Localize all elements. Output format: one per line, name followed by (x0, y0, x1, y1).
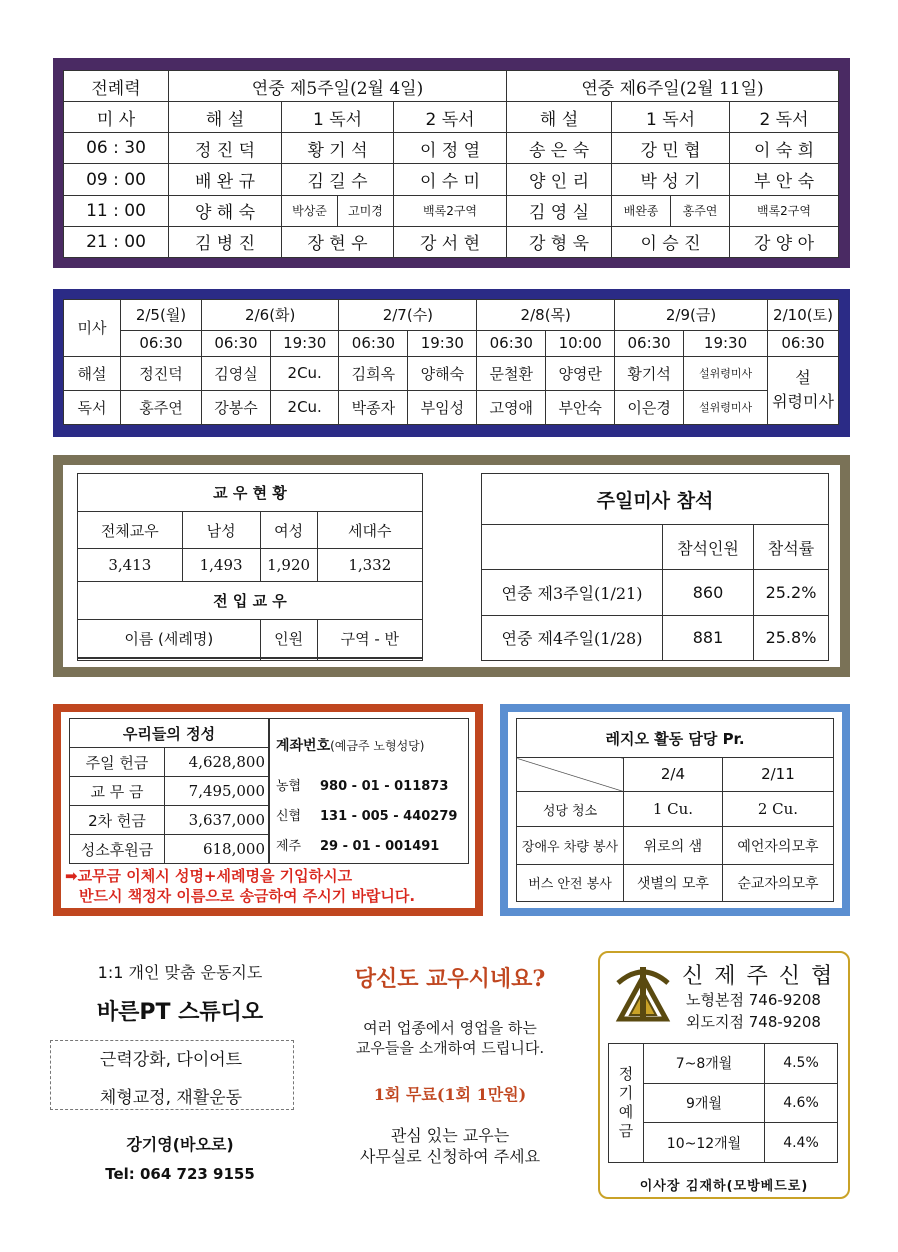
cell: 이 정 열 (394, 133, 507, 164)
cell: 김영실 (202, 356, 271, 390)
time-cell: 06:30 (121, 330, 202, 356)
cell: 1 Cu. (624, 791, 723, 827)
weekday-roster-section (53, 289, 850, 437)
cell: 2Cu. (270, 356, 339, 390)
cell: 고미경 (338, 195, 394, 226)
table-row (70, 777, 269, 806)
cell: 4,628,800 (165, 748, 269, 777)
time-cell: 06:30 (339, 330, 408, 356)
cell: 881 (663, 615, 754, 660)
col-header: 2/11 (722, 758, 833, 792)
cell: 샛별의 모후 (624, 864, 723, 901)
ad-line: 여러 업종에서 영업을 하는 (363, 1019, 537, 1037)
cell: 9개월 (644, 1083, 765, 1123)
bank-label: 농협 (276, 779, 302, 794)
members-inner (63, 465, 840, 667)
role-comm: 해 설 (169, 102, 282, 133)
table-row (482, 570, 829, 615)
cell: 이 승 진 (612, 226, 730, 257)
role-r1: 1 독서 (282, 102, 394, 133)
time-cell: 06:30 (768, 330, 839, 356)
ad-title: 당신도 교우시네요? (354, 966, 546, 992)
attendance-table (481, 473, 829, 661)
day-cell: 2/6(화) (202, 300, 339, 331)
day-cell: 2/10(토) (768, 300, 839, 331)
cell: 25.8% (753, 615, 828, 660)
table-row (64, 195, 839, 226)
cell: 김희옥 (339, 356, 408, 390)
cell: 예언자의모후 (722, 827, 833, 864)
ad-line: 관심 있는 교우는 (390, 1126, 510, 1145)
cell: 김 병 진 (169, 226, 282, 257)
time-cell: 06:30 (477, 330, 546, 356)
diagonal-cell (517, 758, 624, 792)
bank-label: 제주 (276, 839, 302, 854)
legio-section (500, 704, 850, 916)
cell: 설위령미사 (684, 356, 768, 390)
cell: 고영애 (477, 390, 546, 424)
cell: 김 길 수 (282, 164, 394, 195)
table-row (64, 133, 839, 164)
members-title: 교 우 현 황 (78, 474, 423, 512)
legio-inner (508, 712, 842, 908)
cell: 양 인 리 (507, 164, 612, 195)
header-cell: 전례력 (64, 71, 169, 102)
cell: 이 수 미 (394, 164, 507, 195)
account-title: 계좌번호 (276, 738, 331, 754)
cell: 장 현 우 (282, 226, 394, 257)
col-header: 구역 - 반 (317, 619, 422, 657)
cell: 백록2구역 (394, 195, 507, 226)
day-cell: 2/5(월) (121, 300, 202, 331)
day-cell: 2/7(수) (339, 300, 477, 331)
col-header: 참석인원 (663, 525, 754, 570)
time-cell: 19:30 (684, 330, 768, 356)
account-box (269, 718, 469, 864)
table-row (64, 356, 839, 390)
cell: 문철환 (477, 356, 546, 390)
cell: 장애우 차량 봉사 (517, 827, 624, 864)
cell: 2Cu. (270, 390, 339, 424)
cell: 2 Cu. (722, 791, 833, 827)
pt-service-1: 근력강화, 다이어트 (99, 1050, 243, 1070)
read-label: 독서 (64, 390, 121, 424)
cell: 양 해 숙 (169, 195, 282, 226)
cell (260, 659, 317, 661)
mass-label: 미사 (64, 300, 121, 357)
offering-section (53, 704, 483, 916)
table-row (517, 791, 834, 827)
chairman: 이사장 김재하(모방베드로) (639, 1179, 809, 1194)
account-number: 980 - 01 - 011873 (320, 779, 449, 794)
cell: 부임성 (408, 390, 477, 424)
cell: 이은경 (615, 390, 684, 424)
note-line: 반드시 책정자 이름으로 송금하여 주시기 바랍니다. (79, 887, 416, 905)
account-number: 29 - 01 - 001491 (320, 839, 440, 854)
ad-line: 교우들을 소개하여 드립니다. (355, 1039, 545, 1057)
branch-2: 외도지점 748-9208 (686, 1013, 821, 1031)
cell: 홍주연 (671, 195, 730, 226)
table-row (482, 615, 829, 660)
col-header: 전체교우 (78, 511, 183, 549)
offering-inner (61, 712, 475, 908)
offering-note (65, 866, 471, 906)
pt-tel: Tel: 064 723 9155 (105, 1165, 255, 1183)
sat-cell: 설 위령미사 (768, 356, 839, 424)
attendance-title: 주일미사 참석 (482, 474, 829, 525)
ad-body (310, 1018, 590, 1058)
cell: 성소후원금 (70, 835, 165, 864)
ad-price: 1회 무료(1회 1만원) (373, 1085, 527, 1104)
deposit-rate-table (608, 1043, 838, 1163)
role-r2-2: 2 독서 (730, 102, 839, 133)
table-row (517, 864, 834, 901)
pt-owner: 강기영(바오로) (126, 1135, 234, 1154)
cell: 김 영 실 (507, 195, 612, 226)
pt-tagline: 1:1 개인 맞춤 운동지도 (97, 963, 263, 982)
col-header: 2/4 (624, 758, 723, 792)
account-number: 131 - 005 - 440279 (320, 809, 458, 824)
cell: 배 완 규 (169, 164, 282, 195)
legio-table (516, 718, 834, 902)
cell: 양해숙 (408, 356, 477, 390)
role-r2: 2 독서 (394, 102, 507, 133)
time-cell: 06:30 (615, 330, 684, 356)
time-cell: 06 : 30 (64, 133, 169, 164)
col-header: 세대수 (317, 511, 422, 549)
cell (78, 659, 261, 661)
week1-title: 연중 제5주일(2월 4일) (169, 71, 507, 102)
time-cell: 19:30 (408, 330, 477, 356)
cell: 황기석 (615, 356, 684, 390)
cell: 4.5% (765, 1044, 838, 1084)
credit-union-logo-icon (610, 961, 676, 1031)
deposit-label: 정 기 예 금 (609, 1044, 644, 1163)
table-row (70, 835, 269, 864)
time-cell: 06:30 (202, 330, 271, 356)
cell: 송 은 숙 (507, 133, 612, 164)
cell: 박종자 (339, 390, 408, 424)
cell: 10~12개월 (644, 1123, 765, 1163)
cell: 25.2% (753, 570, 828, 615)
table-row (64, 164, 839, 195)
cell: 버스 안전 봉사 (517, 864, 624, 901)
cell: 1,332 (317, 549, 422, 582)
offering-title: 우리들의 정성 (70, 719, 269, 748)
weekday-roster-table (63, 299, 839, 425)
cell: 박 성 기 (612, 164, 730, 195)
role-r1-2: 1 독서 (612, 102, 730, 133)
cell: 강봉수 (202, 390, 271, 424)
cell: 3,413 (78, 549, 183, 582)
table-row (70, 748, 269, 777)
table-row (517, 827, 834, 864)
col-header: 인원 (260, 619, 317, 657)
cell: 1,920 (260, 549, 317, 582)
cell: 주일 헌금 (70, 748, 165, 777)
sunday-roster-section (53, 58, 850, 268)
col-header: 이름 (세례명) (78, 619, 261, 657)
bank-label: 신협 (276, 809, 302, 824)
table-row (609, 1044, 838, 1084)
col-header: 여성 (260, 511, 317, 549)
offering-table (69, 718, 269, 864)
day-cell: 2/8(목) (477, 300, 615, 331)
cell: 2차 헌금 (70, 806, 165, 835)
table-row (609, 1083, 838, 1123)
col-header: 남성 (182, 511, 260, 549)
cell: 설위령미사 (684, 390, 768, 424)
week2-title: 연중 제6주일(2월 11일) (507, 71, 839, 102)
sunday-roster-table (63, 70, 839, 258)
cell: 홍주연 (121, 390, 202, 424)
cell: 7,495,000 (165, 777, 269, 806)
cell: 백록2구역 (730, 195, 839, 226)
cell: 정진덕 (121, 356, 202, 390)
cell: 이 숙 희 (730, 133, 839, 164)
cell: 순교자의모후 (722, 864, 833, 901)
day-cell: 2/9(금) (615, 300, 768, 331)
col-header: 참석률 (753, 525, 828, 570)
time-cell: 21 : 00 (64, 226, 169, 257)
cell: 황 기 석 (282, 133, 394, 164)
cell: 4.4% (765, 1123, 838, 1163)
members-section (53, 455, 850, 677)
cell: 부 안 숙 (730, 164, 839, 195)
cell: 강 민 협 (612, 133, 730, 164)
cell: 연중 제3주일(1/21) (482, 570, 663, 615)
cell: 부안숙 (546, 390, 615, 424)
time-cell: 10:00 (546, 330, 615, 356)
newcomers-title: 전 입 교 우 (78, 582, 423, 620)
note-line: ➡교무금 이체시 성명+세례명을 기입하시고 (65, 867, 353, 885)
cell: 교 무 금 (70, 777, 165, 806)
cell: 860 (663, 570, 754, 615)
cell: 위로의 샘 (624, 827, 723, 864)
pt-name: 바른PT 스튜디오 (96, 1000, 264, 1025)
cell: 강 양 아 (730, 226, 839, 257)
credit-union-name: 신 제 주 신 협 (682, 964, 835, 989)
mass-label: 미 사 (64, 102, 169, 133)
table-row (64, 226, 839, 257)
members-table (77, 473, 423, 661)
time-cell: 19:30 (270, 330, 339, 356)
cell: 연중 제4주일(1/28) (482, 615, 663, 660)
cell: 3,637,000 (165, 806, 269, 835)
cell: 강 형 욱 (507, 226, 612, 257)
role-comm-2: 해 설 (507, 102, 612, 133)
account-holder: (예금주 노형성당) (330, 739, 425, 753)
ad-footer (310, 1125, 590, 1167)
table-row (70, 806, 269, 835)
cell: 배완종 (612, 195, 671, 226)
table-row (64, 390, 839, 424)
credit-union-box (598, 951, 850, 1199)
cell: 강 서 현 (394, 226, 507, 257)
ad-line: 사무실로 신청하여 주세요 (359, 1147, 541, 1166)
pt-service-2: 체형교정, 재활운동 (99, 1088, 243, 1108)
time-cell: 09 : 00 (64, 164, 169, 195)
branch-1: 노형본점 746-9208 (686, 991, 821, 1009)
cell: 양영란 (546, 356, 615, 390)
legio-title: 레지오 활동 담당 Pr. (517, 719, 834, 758)
table-row (609, 1123, 838, 1163)
comm-label: 해설 (64, 356, 121, 390)
cell (482, 525, 663, 570)
cell: 성당 청소 (517, 791, 624, 827)
cell: 618,000 (165, 835, 269, 864)
cell: 정 진 덕 (169, 133, 282, 164)
cell: 7~8개월 (644, 1044, 765, 1084)
cell (317, 659, 422, 661)
time-cell: 11 : 00 (64, 195, 169, 226)
cell: 박상준 (282, 195, 338, 226)
cell: 1,493 (182, 549, 260, 582)
cell: 4.6% (765, 1083, 838, 1123)
